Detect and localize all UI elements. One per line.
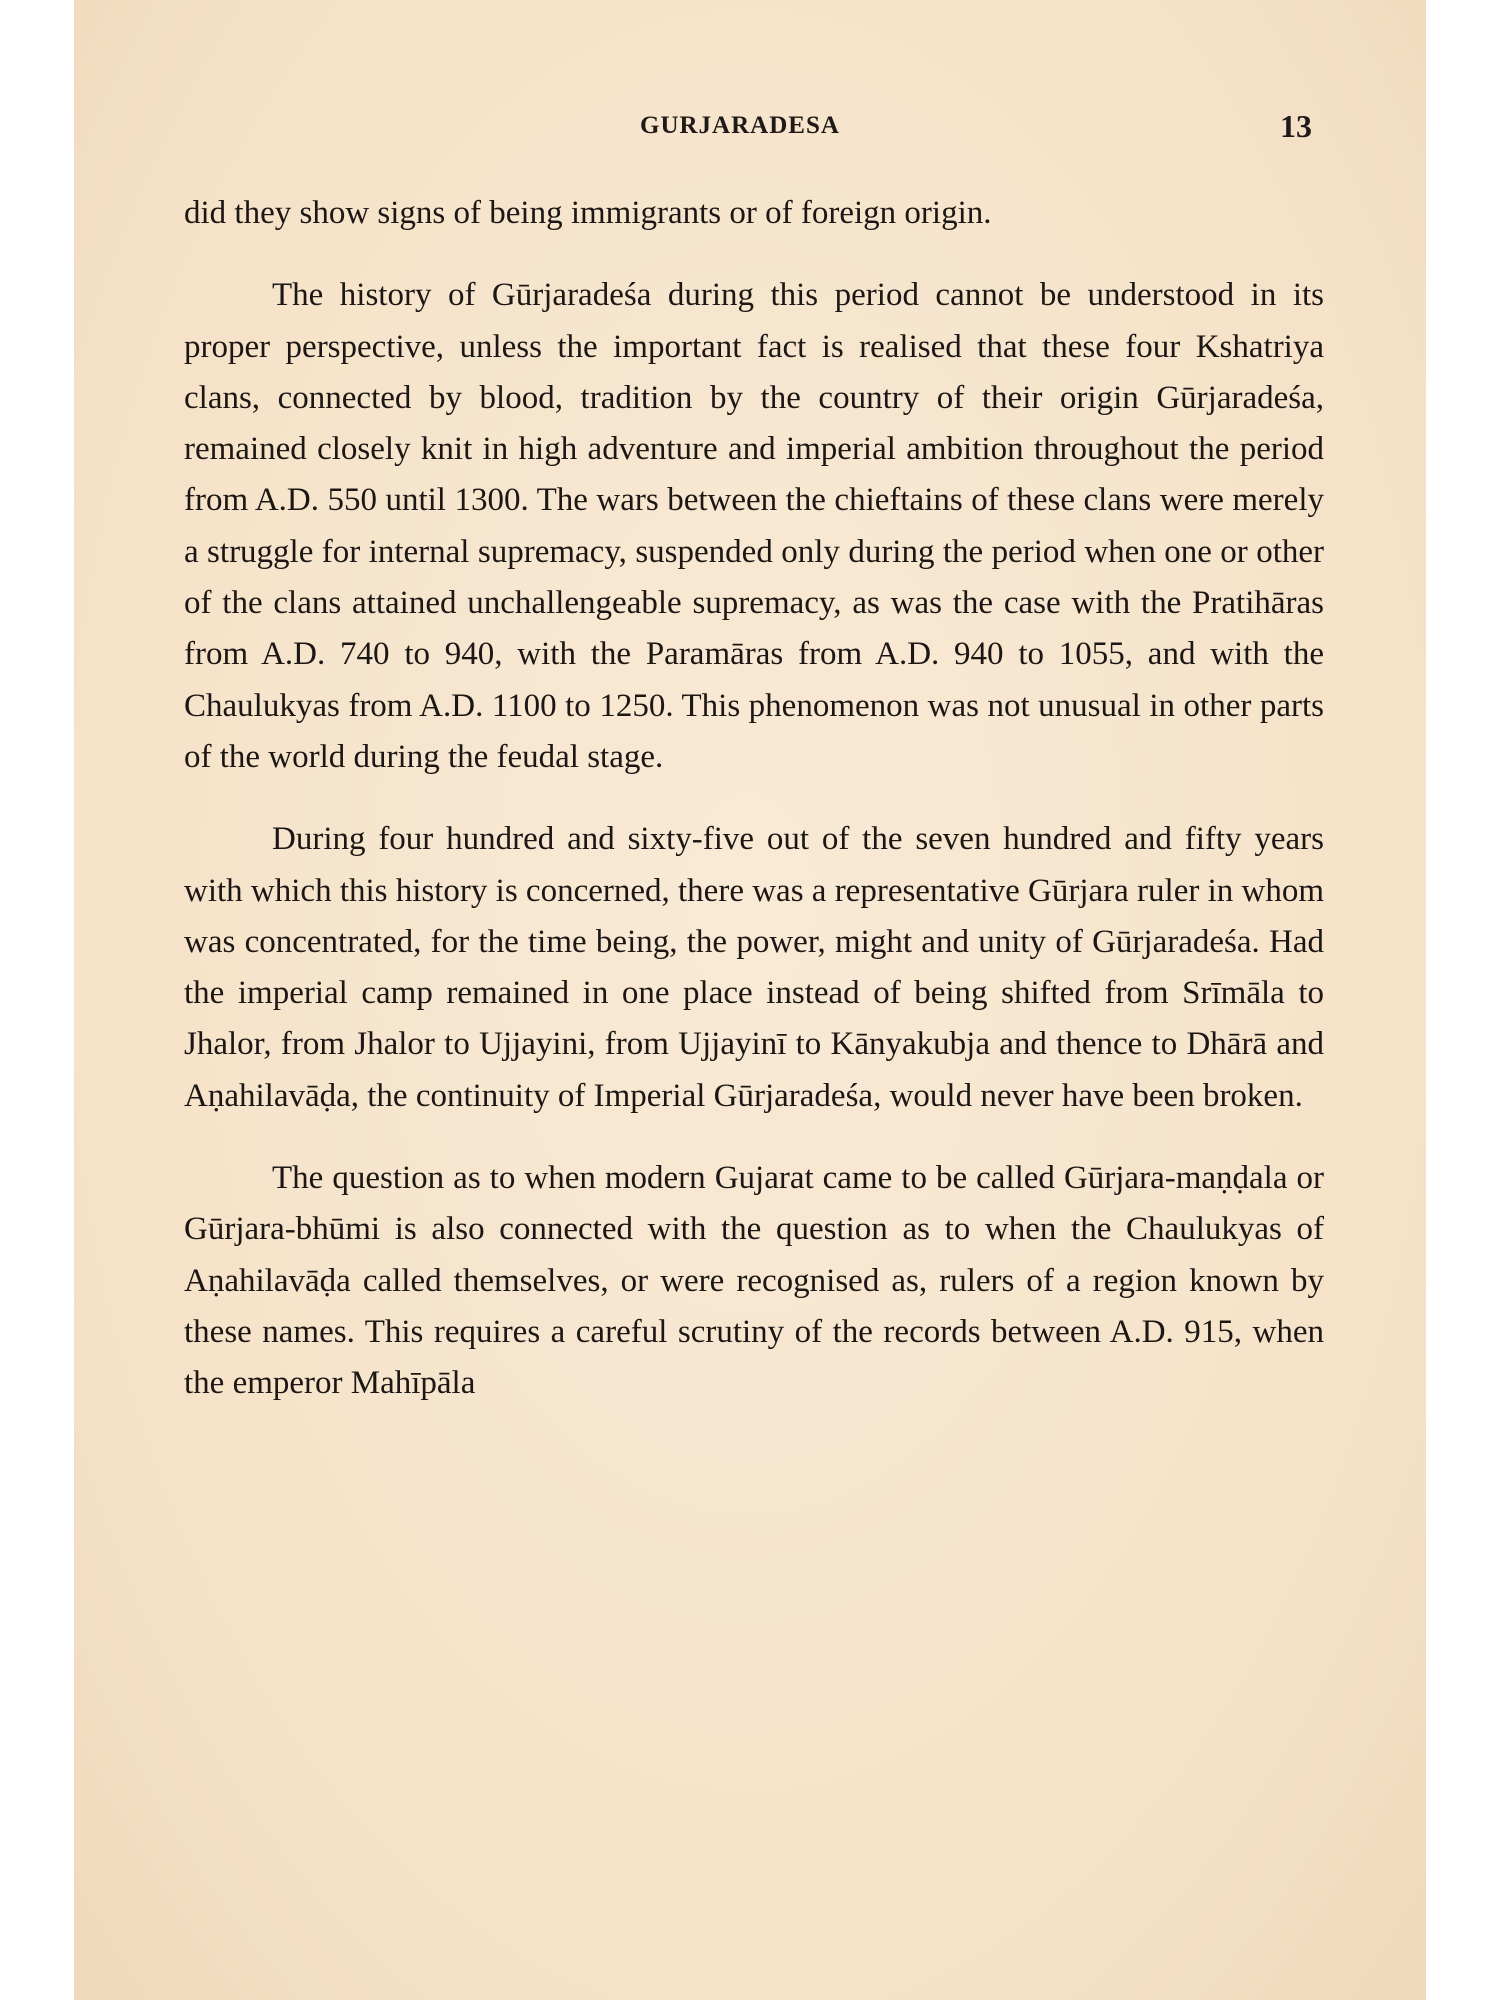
paragraph: The question as to when modern Gujarat came to be called Gūrjara-maṇḍala or Gūrjara-bhūmi is also connected with the question as to when the Chaulukyas of Aṇahilavāḍa called themselves, or were recognised as, rulers of a region known by these names. This requires a careful scrutiny of the records between A.D. 915, when the emperor Mahīpāla	[184, 1160, 1324, 1402]
page-header	[74, 108, 1426, 148]
paragraph: During four hundred and sixty-five out of the seven hundred and fifty years with which this history is concerned, there was a representative Gūrjara ruler in whom was concentrated, for the time being, the power, might and unity of Gūrjaradeśa. Had the imperial camp remained in one place instead of being shifted from Srīmāla to Jhalor, from Jhalor to Ujjayini, from Ujjayinī to Kānyakubja and thence to Dhārā and Aṇahilavāḍa, the continuity of Imperial Gūrjaradeśa, would never have been broken.	[184, 821, 1324, 1114]
book-page	[74, 0, 1426, 2000]
page-number: 13	[1280, 108, 1312, 144]
paragraph: The history of Gūrjaradeśa during this period cannot be understood in its proper perspective, unless the important fact is realised that these four Kshatriya clans, connected by blood, tradition by the country of their origin Gūrjaradeśa, remained closely knit in high adventure and imperial ambition throughout the period from A.D. 550 until 1300. The wars between the chieftains of these clans were merely a struggle for internal supremacy, suspended only during the period when one or other of the clans attained unchallengeable supremacy, as was the case with the Pratihāras from A.D. 740 to 940, with the Paramāras from A.D. 940 to 1055, and with the Chaulukyas from A.D. 1100 to 1250. This phenomenon was not unusual in other parts of the world during the feudal stage.	[184, 277, 1324, 775]
paragraph-continued: did they show signs of being immigrants or of foreign origin.	[184, 195, 992, 231]
running-title: GURJARADESA	[640, 112, 840, 139]
body-text	[184, 188, 1324, 1441]
